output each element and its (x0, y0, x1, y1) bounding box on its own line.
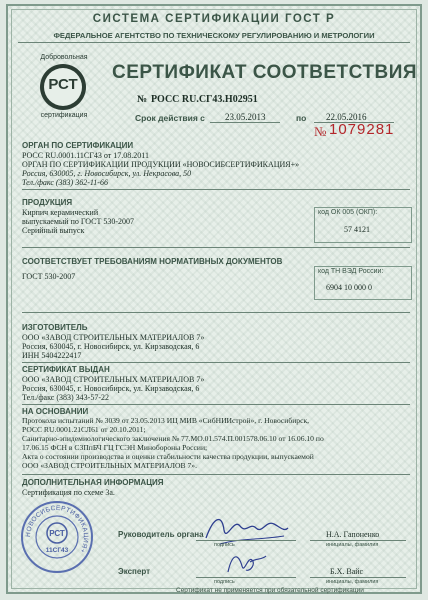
head-label: Руководитель органа (118, 530, 204, 539)
footer-note: Сертификат не применяется при обязательной сертификации (176, 587, 364, 594)
seal-mark: РСТ (49, 529, 65, 538)
manufacturer-line: ООО «ЗАВОД СТРОИТЕЛЬНЫХ МАТЕРИАЛОВ 7» (22, 333, 205, 342)
issued-line: Россия, 630045, г. Новосибирск, ул. Кирзаводская, 6 (22, 384, 200, 393)
organ-heading: ОРГАН ПО СЕРТИФИКАЦИИ (22, 141, 134, 150)
product-heading: ПРОДУКЦИЯ (22, 198, 73, 207)
tnved-value: 6904 10 000 0 (326, 283, 372, 292)
tnved-label: код ТН ВЭД России: (318, 268, 384, 275)
validity-label: Срок действия с (135, 113, 205, 123)
expert-label: Эксперт (118, 567, 151, 576)
head-name: Н.А. Гапоненко (326, 530, 380, 539)
manufacturer-heading: ИЗГОТОВИТЕЛЬ (22, 323, 88, 332)
product-line: выпускаемый по ГОСТ 530-2007 (22, 217, 135, 226)
logo-bottom-text: сертификация (40, 112, 88, 119)
issued-line: Тел./факс (383) 343-57-22 (22, 393, 109, 402)
certification-seal (20, 500, 94, 574)
basis-line: Санитарно-эпидемиологического заключения № 77.МО.01.574.П.001578.06.10 от 16.06.10 по (22, 434, 324, 443)
basis-line: Протокола испытаний № 3039 от 23.05.2013 ИЦ МИВ «СибНИИстрой», г. Новосибирск, (22, 416, 310, 425)
seal-ring-text: НОВОСИБСЕРТИФИКАЦИЯ+ (24, 504, 90, 555)
basis-line: 17.06.15 ФСН в СЗПпБЧ ГЦ ГСЭН Минобороны России; (22, 443, 208, 452)
issued-line: ООО «ЗАВОД СТРОИТЕЛЬНЫХ МАТЕРИАЛОВ 7» (22, 375, 205, 384)
organ-line: ОРГАН ПО СЕРТИФИКАЦИИ ПРОДУКЦИИ «НОВОСИБСЕРТИФИКАЦИЯ+» (22, 160, 300, 169)
system-title: СИСТЕМА СЕРТИФИКАЦИИ ГОСТ Р (92, 13, 336, 25)
agency-title: ФЕДЕРАЛЬНОЕ АГЕНТСТВО ПО ТЕХНИЧЕСКОМУ РЕГУЛИРОВАНИЮ И МЕТРОЛОГИИ (53, 31, 375, 40)
logo-mark: РСТ (48, 76, 78, 93)
reg-number-label: № (137, 94, 148, 105)
to-label: по (296, 113, 307, 123)
reg-number: РОСС RU.СГ43.Н02951 (151, 94, 258, 105)
date-from: 23.05.2013 (225, 112, 266, 122)
organ-line: Тел./факс (383) 362-11-66 (22, 178, 108, 187)
head-sig-caption: подпись (214, 542, 235, 548)
manufacturer-line: ИНН 5404222417 (22, 351, 82, 360)
expert-init-caption: инициалы, фамилия (326, 579, 379, 585)
requirements-doc: ГОСТ 530-2007 (22, 272, 76, 281)
document-title: СЕРТИФИКАТ СООТВЕТСТВИЯ (112, 62, 418, 83)
manufacturer-line: Россия, 630045, г. Новосибирск, ул. Кирзаводская, 6 (22, 342, 200, 351)
product-line: Кирпич керамический (22, 208, 99, 217)
organ-line: РОСС RU.0001.11СГ43 от 17.08.2011 (22, 151, 149, 160)
expert-signature (220, 548, 270, 578)
additional-text: Сертификация по схеме 3а. (22, 488, 115, 497)
okp-value: 57 4121 (344, 225, 370, 234)
serial-label: № (314, 124, 327, 139)
rst-logo (26, 54, 102, 120)
issued-heading: СЕРТИФИКАТ ВЫДАН (22, 365, 110, 374)
expert-sig-caption: подпись (214, 579, 235, 585)
seal-code: 11СГ43 (45, 547, 69, 554)
basis-line: ООО «ЗАВОД СТРОИТЕЛЬНЫХ МАТЕРИАЛОВ 7». (22, 461, 197, 470)
head-init-caption: инициалы, фамилия (326, 542, 379, 548)
seal-graphic (20, 500, 94, 574)
requirements-heading: СООТВЕТСТВУЕТ ТРЕБОВАНИЯМ НОРМАТИВНЫХ ДОКУМЕНТОВ (22, 257, 283, 266)
logo-top-text: Добровольная (40, 54, 88, 61)
basis-line: РОСС RU.0001.21СЛ61 от 20.10.2011; (22, 425, 146, 434)
date-to: 22.05.2016 (326, 112, 367, 122)
basis-line: Акта о состоянии производства и оценки стабильности качества продукции, выпускаемой (22, 452, 314, 461)
additional-heading: ДОПОЛНИТЕЛЬНАЯ ИНФОРМАЦИЯ (22, 478, 164, 487)
serial-number: 1079281 (329, 121, 395, 138)
basis-heading: НА ОСНОВАНИИ (22, 407, 89, 416)
header-divider (18, 42, 410, 43)
organ-line: Россия, 630005, г. Новосибирск, ул. Некрасова, 50 (22, 169, 192, 178)
product-line: Серийный выпуск (22, 226, 85, 235)
expert-name: Б.Х. Вайс (330, 567, 364, 576)
okp-label: код ОК 005 (ОКП): (318, 209, 378, 216)
